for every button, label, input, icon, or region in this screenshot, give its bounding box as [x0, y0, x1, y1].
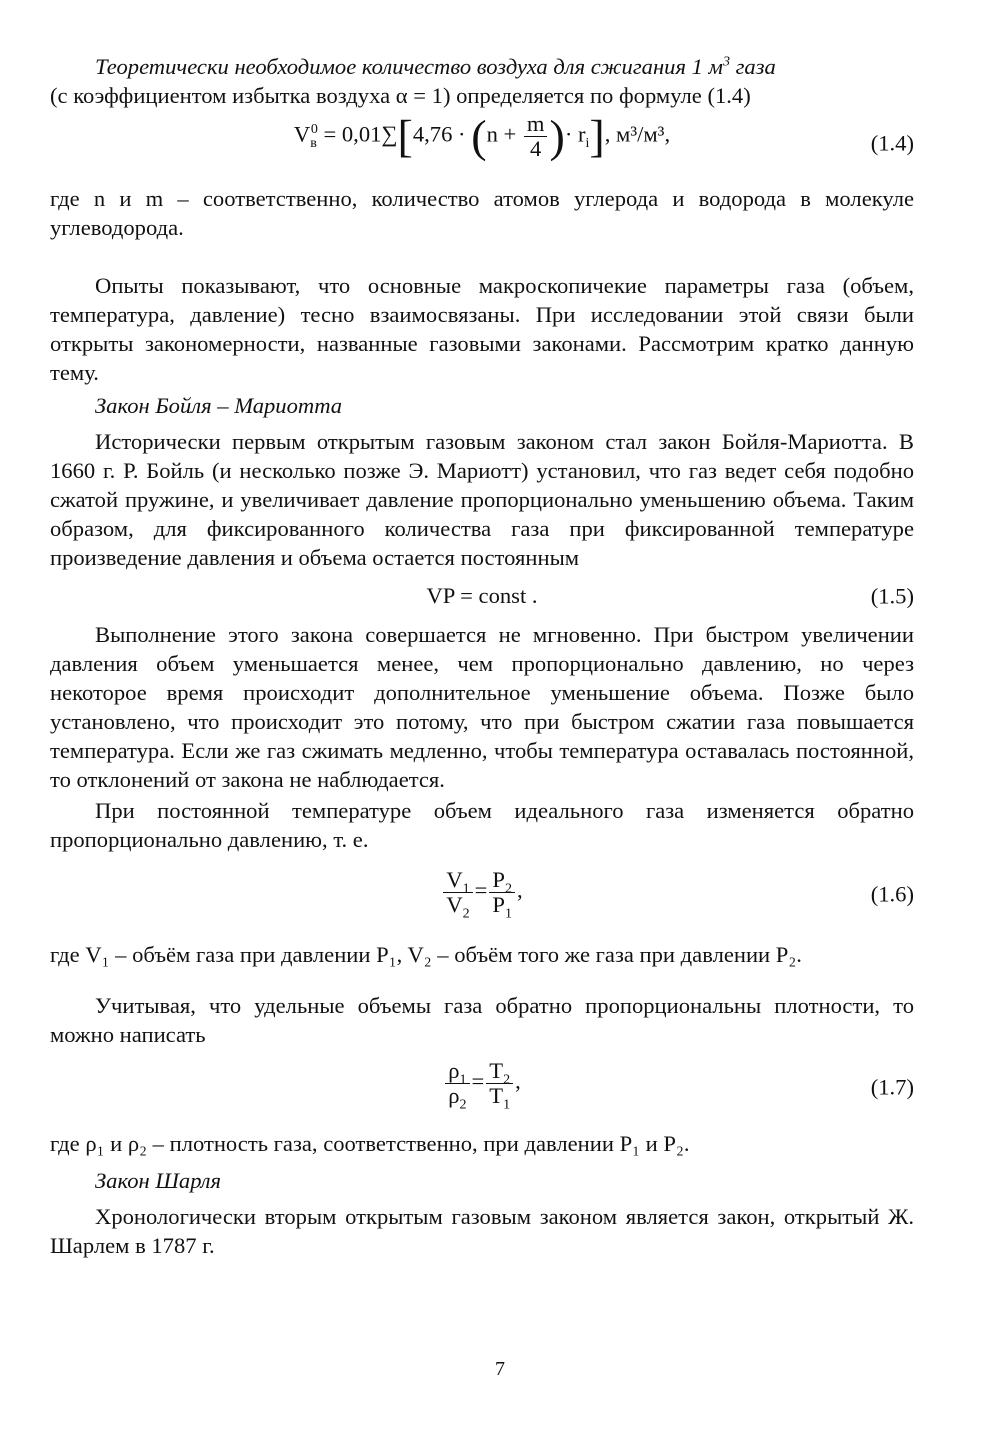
- f15-number: (1.5): [870, 583, 914, 609]
- f16-number: (1.6): [870, 881, 914, 907]
- f14-units: , м³/м³,: [604, 121, 671, 147]
- f15-expr: VP = const .: [426, 583, 538, 608]
- paragraph-constant-temp: При постоянной температуре объем идеального газа изменяется обратно пропорционально давлению, т. е.: [50, 798, 914, 852]
- intro-sup: 3: [722, 54, 730, 70]
- page-body: [50, 52, 914, 1260]
- f17-number: (1.7): [870, 1074, 914, 1100]
- f14-eq: = 0,01∑: [317, 121, 398, 147]
- heading-charles: Закон Шарля: [95, 1168, 221, 1193]
- formula-1-5: [50, 572, 914, 620]
- intro-italic-2: газа: [729, 54, 776, 79]
- formula-1-4: $V_в^0 = 0,01\sum[4,76 \cdot (n$ + $\frac{m}{4}$ )· $r_i$], м³/м³, (1.4): [293, 110, 914, 162]
- nm-explanation: где n и m – соответственно, количество атомов углерода и водорода в молекуле углеводорода.: [50, 186, 914, 240]
- f14-lhs: V: [293, 121, 311, 147]
- rho-explanation: где ρ₁ и ρ₂ – плотность газа, соответственно, при давлении P₁ и P₂.: [50, 1131, 690, 1156]
- formula-1-6: $\frac{V_1}{V_2}$ = $\frac{P_2}{P_1}$ , (1.6): [50, 854, 914, 934]
- paragraph-density: Учитывая, что удельные объемы газа обратно пропорциональны плотности, то можно написать: [50, 993, 914, 1047]
- intro-paragraph: [50, 52, 914, 110]
- page-number: 7: [495, 1358, 505, 1380]
- f14-number: (1.4): [870, 130, 914, 156]
- intro-rest: (с коэффициентом избытка воздуха α = 1) определяется по формуле (1.4): [50, 83, 751, 108]
- paragraph-execution: Выполнение этого закона совершается не мгновенно. При быстром увеличении давления объем уменьшается менее, чем пропорционально давлению, но через некоторое время происходит дополнительное уменьшение объема. Позже было установлено, что происходит это потому, что при быстром сжатии газа повышается температура. Если же газ сжимать медленно, чтобы температура оставалась постоянной, то отклонений от закона не наблюдается.: [50, 622, 914, 792]
- heading-boyle-mariotte: Закон Бойля – Мариотта: [95, 393, 343, 418]
- formula-1-7: $\frac{\rho_1}{\rho_2}$ = $\frac{T_2}{T_1}$ , (1.7): [50, 1049, 914, 1125]
- intro-italic: Теоретически необходимое количество воздуха для сжигания 1 м: [95, 54, 723, 79]
- v1-explanation: где V₁ – объём газа при давлении P₁, V₂ – объём того же газа при давлении P₂.: [50, 942, 802, 967]
- paragraph-charles: Хронологически вторым открытым газовым законом является закон, открытый Ж. Шарлем в 1787 г.: [50, 1204, 914, 1258]
- paragraph-boyle: Исторически первым открытым газовым законом стал закон Бойля-Мариотта. В 1660 г. Р. Бойль (и несколько позже Э. Мариотт) установил, что газ ведет себя подобно сжатой пружине, и увеличивает давление пропорционально уменьшению объема. Таким образом, для фиксированного количества газа при фиксированной температуре произведение давления и объема остается постоянным: [50, 429, 914, 570]
- paragraph-experiments: Опыты показывают, что основные макроскопичекие параметры газа (объем, температура, давление) тесно взаимосвязаны. При исследовании этой связи были открыты закономерности, названные газовыми законами. Рассмотрим кратко данную тему.: [50, 273, 914, 385]
